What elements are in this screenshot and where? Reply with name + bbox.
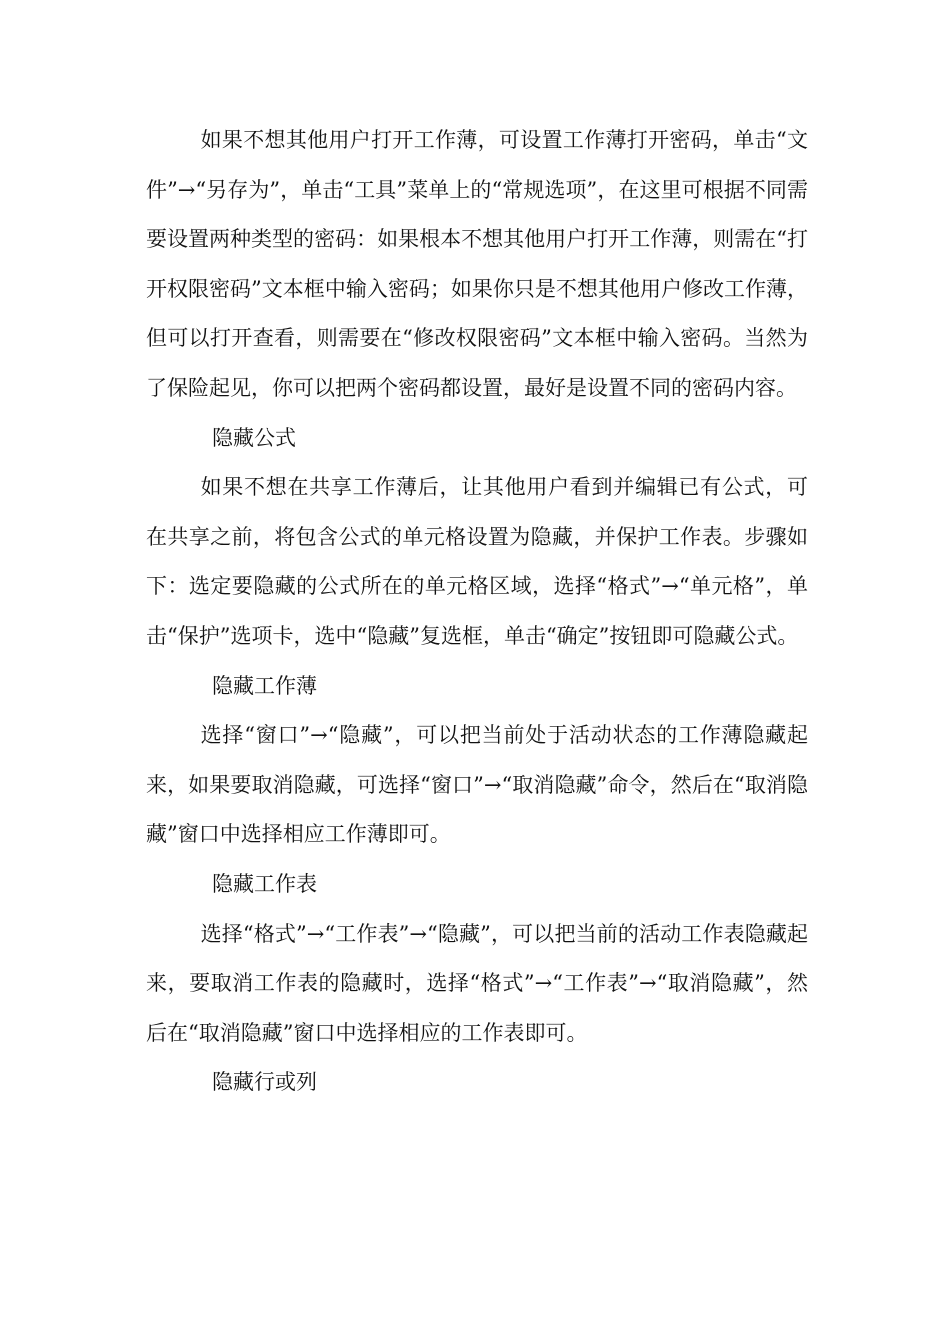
paragraph-hide-formula: 如果不想在共享工作薄后，让其他用户看到并编辑已有公式，可在共享之前，将包含公式的单元格设置为隐藏，并保护工作表。步骤如下：选定要隐藏的公式所在的单元格区域，选择“格式”→“单元格”，单击“保护”选项卡，选中“隐藏”复选框，单击“确定”按钮即可隐藏公式。: [146, 475, 808, 648]
heading-hide-row-column: 隐藏行或列: [212, 1070, 317, 1095]
heading-hide-worksheet: 隐藏工作表: [212, 871, 317, 896]
paragraph-hide-workbook: 选择“窗口”→“隐藏”，可以把当前处于活动状态的工作薄隐藏起来，如果要取消隐藏，可选择“窗口”→“取消隐藏”命令，然后在“取消隐藏”窗口中选择相应工作薄即可。: [146, 723, 808, 847]
paragraph-hide-worksheet: 选择“格式”→“工作表”→“隐藏”，可以把当前的活动工作表隐藏起来，要取消工作表的隐藏时，选择“格式”→“工作表”→“取消隐藏”，然后在“取消隐藏”窗口中选择相应的工作表即可。: [146, 921, 808, 1045]
heading-hide-workbook: 隐藏工作薄: [212, 673, 317, 698]
heading-hide-formula: 隐藏公式: [212, 425, 296, 450]
paragraph-workbook-password: 如果不想其他用户打开工作薄，可设置工作薄打开密码，单击“文件”→“另存为”，单击“工具”菜单上的“常规选项”，在这里可根据不同需要设置两种类型的密码：如果根本不想其他用户打开工作薄，则需在“打开权限密码”文本框中输入密码；如果你只是不想其他用户修改工作薄，但可以打开查看，则需要在“修改权限密码”文本框中输入密码。当然为了保险起见，你可以把两个密码都设置，最好是设置不同的密码内容。: [146, 128, 808, 400]
document-body: [146, 116, 808, 1108]
